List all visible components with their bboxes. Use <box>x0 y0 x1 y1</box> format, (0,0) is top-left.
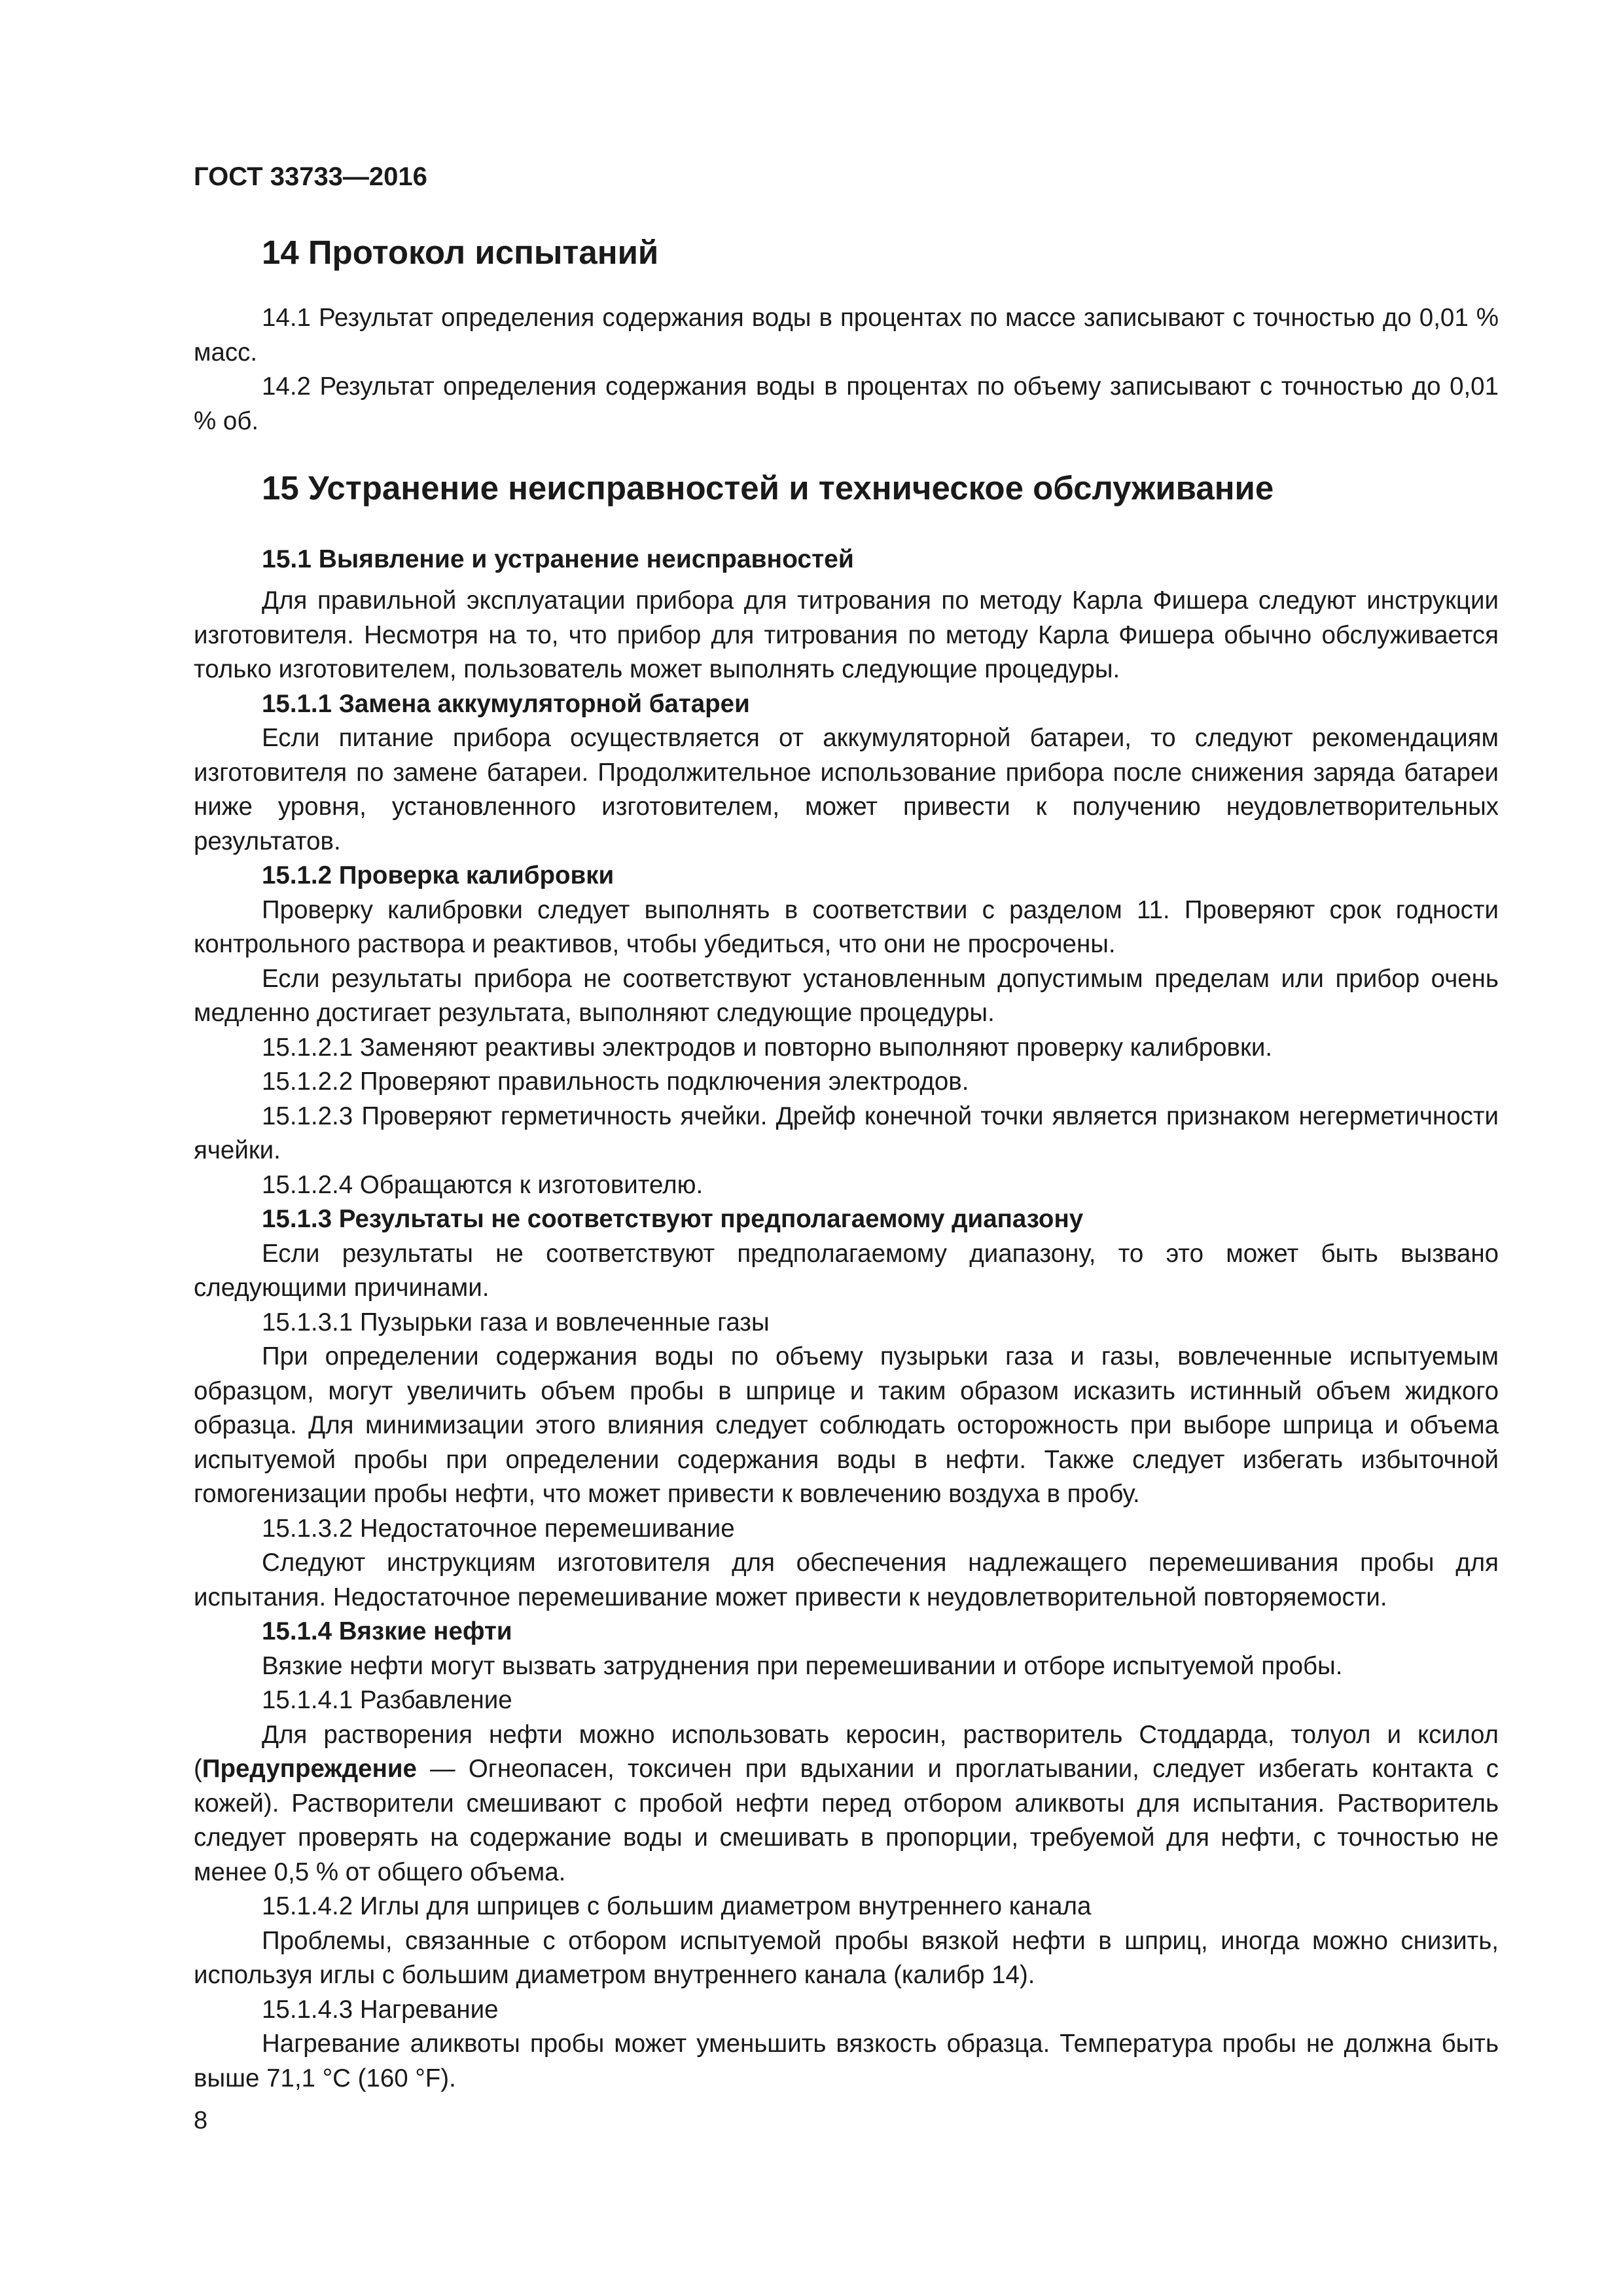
item-15-1-2-3: 15.1.2.3 Проверяют герметичность ячейки. Дрейф конечной точки является признаком негерметичности ячейки. <box>194 1102 1499 1164</box>
item-15-1-4-3: 15.1.4.3 Нагревание <box>262 1995 499 2024</box>
paragraph-15-1-4-2: Проблемы, связанные с отбором испытуемой пробы вязкой нефти в шприц, иногда можно снизить, используя иглы с большим диаметром внутреннего канала (калибр 14). <box>194 1926 1499 1989</box>
paragraph-15-1-2-a: Проверку калибровки следует выполнять в соответствии с разделом 11. Проверяют срок годности контрольного раствора и реактивов, чтобы убедиться, что они не просрочены. <box>194 895 1499 958</box>
subsection-15-1-3-heading: 15.1.3 Результаты не соответствуют предполагаемому диапазону <box>262 1205 1084 1233</box>
item-15-1-2-1: 15.1.2.1 Заменяют реактивы электродов и повторно выполняют проверку калибровки. <box>262 1033 1273 1062</box>
item-15-1-2-4: 15.1.2.4 Обращаются к изготовителю. <box>262 1170 704 1199</box>
paragraph-14-1: 14.1 Результат определения содержания воды в процентах по массе записывают с точностью до 0,01 % масс. <box>194 304 1499 367</box>
paragraph-15-1-3-2: Следуют инструкциям изготовителя для обеспечения надлежащего перемешивания пробы для испытания. Недостаточное перемешивание может привести к неудовлетворительной повторяемости. <box>194 1549 1499 1611</box>
subsection-15-1-4-heading: 15.1.4 Вязкие нефти <box>262 1617 512 1645</box>
section-15-heading: 15 Устранение неисправностей и техническое обслуживание <box>262 469 1274 507</box>
document-code: ГОСТ 33733—2016 <box>194 162 427 191</box>
item-15-1-3-1: 15.1.3.1 Пузырьки газа и вовлеченные газы <box>262 1308 770 1336</box>
dilution-text-end: — Огнеопасен, токсичен при вдыхании и проглатывании, следует избегать контакта с кожей). Растворители смешивают с пробой нефти перед отбором аликвоты для испытания. Растворитель следует проверять на содержание воды и смешивать в пропорции, требуемой для нефти, с точностью не менее 0,5 % от общего объема. <box>194 1755 1499 1886</box>
paragraph-15-1-4-1 <box>194 1718 1499 1890</box>
warning-label: Предупреждение <box>202 1755 417 1783</box>
section-14-heading: 14 Протокол испытаний <box>262 234 659 271</box>
item-15-1-4-2: 15.1.4.2 Иглы для шприцев с большим диаметром внутреннего канала <box>262 1892 1092 1920</box>
subsection-15-1-1-heading: 15.1.1 Замена аккумуляторной батареи <box>262 689 750 718</box>
item-15-1-2-2: 15.1.2.2 Проверяют правильность подключения электродов. <box>262 1067 969 1096</box>
section-15-body <box>194 584 1499 2096</box>
subsection-15-1-heading: 15.1 Выявление и устранение неисправностей <box>262 545 854 573</box>
paragraph-15-1-4-3: Нагревание аликвоты пробы может уменьшить вязкость образца. Температура пробы не должна быть выше 71,1 °С (160 °F). <box>194 2030 1499 2092</box>
item-15-1-3-2: 15.1.3.2 Недостаточное перемешивание <box>262 1514 735 1543</box>
paragraph-14-2: 14.2 Результат определения содержания воды в процентах по объему записывают с точностью до 0,01 % об. <box>194 372 1499 435</box>
paragraph-15-1-3: Если результаты не соответствуют предполагаемому диапазону, то это может быть вызвано следующими причинами. <box>194 1239 1499 1302</box>
paragraph-15-1-2-b: Если результаты прибора не соответствуют установленным допустимым пределам или прибор очень медленно достигает результата, выполняют следующие процедуры. <box>194 964 1499 1027</box>
paragraph-15-1-3-1: При определении содержания воды по объему пузырьки газа и газы, вовлеченные испытуемым образцом, могут увеличить объем пробы в шприце и таким образом исказить истинный объем жидкого образца. Для минимизации этого влияния следует соблюдать осторожность при выборе шприца и объема испытуемой пробы при определении содержания воды в нефти. Также следует избегать избыточной гомогенизации пробы нефти, что может привести к вовлечению воздуха в пробу. <box>194 1342 1499 1508</box>
item-15-1-4-1: 15.1.4.1 Разбавление <box>262 1686 512 1714</box>
page-number: 8 <box>194 2107 208 2134</box>
paragraph-15-1: Для правильной эксплуатации прибора для титрования по методу Карла Фишера следуют инструкции изготовителя. Несмотря на то, что прибор для титрования по методу Карла Фишера обычно обслуживается только изготовителем, пользователь может выполнять следующие процедуры. <box>194 586 1499 683</box>
subsection-15-1-2-heading: 15.1.2 Проверка калибровки <box>262 861 615 889</box>
section-14-body <box>194 301 1499 439</box>
paragraph-15-1-1: Если питание прибора осуществляется от аккумуляторной батареи, то следуют рекомендациям изготовителя по замене батареи. Продолжительное использование прибора после снижения заряда батареи ниже уровня, установленного изготовителем, может привести к получению неудовлетворительных результатов. <box>194 724 1499 855</box>
dilution-text-start: Для растворения нефти можно использовать керосин, растворитель Стоддарда, толуол и ксилол ( <box>194 1720 1499 1783</box>
paragraph-15-1-4: Вязкие нефти могут вызвать затруднения при перемешивании и отборе испытуемой пробы. <box>262 1651 1343 1680</box>
